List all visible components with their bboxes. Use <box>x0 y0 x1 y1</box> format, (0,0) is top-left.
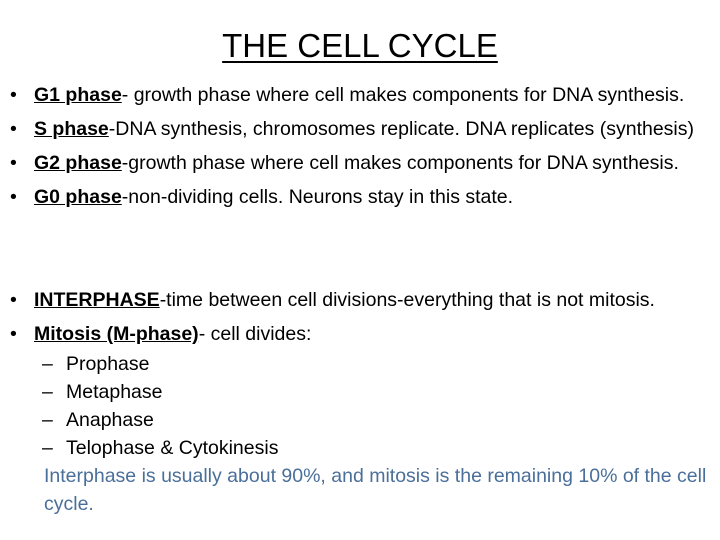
term-s-phase: S phase <box>34 118 109 140</box>
dash-icon: – <box>42 437 53 459</box>
bullet-icon: • <box>10 186 17 208</box>
stage-label: Metaphase <box>66 381 163 403</box>
list-item-g2-phase <box>10 154 712 173</box>
bullet-icon: • <box>10 289 17 311</box>
definition-interphase: -time between cell divisions-everything that is not mitosis. <box>159 289 655 311</box>
definition-g2-phase: -growth phase where cell makes components for DNA synthesis. <box>121 152 679 174</box>
list-item-s-phase <box>10 120 712 139</box>
mitosis-stage-list <box>34 350 712 462</box>
list-item-g0-phase <box>10 188 712 207</box>
term-g1-phase: G1 phase <box>34 84 122 106</box>
bullet-icon: • <box>10 118 17 140</box>
definition-mitosis: - cell divides: <box>198 323 312 345</box>
stage-label: Telophase & Cytokinesis <box>66 437 279 459</box>
definition-g0-phase: -non-dividing cells. Neurons stay in this state. <box>121 186 514 208</box>
bullet-icon: • <box>10 84 17 106</box>
definition-g1-phase: - growth phase where cell makes components for DNA synthesis. <box>121 84 685 106</box>
term-g0-phase: G0 phase <box>34 186 122 208</box>
stage-item-telophase <box>34 434 712 462</box>
term-interphase: INTERPHASE <box>34 289 160 311</box>
stage-item-metaphase <box>34 378 712 406</box>
term-mitosis: Mitosis (M-phase) <box>34 323 199 345</box>
stage-label: Anaphase <box>66 409 154 431</box>
dash-icon: – <box>42 353 53 375</box>
dash-icon: – <box>42 381 53 403</box>
cycle-list <box>10 291 712 518</box>
slide-title: THE CELL CYCLE <box>222 27 498 64</box>
stage-item-anaphase <box>34 406 712 434</box>
list-item-mitosis <box>10 325 712 518</box>
stage-item-prophase <box>34 350 712 378</box>
bullet-icon: • <box>10 323 17 345</box>
dash-icon: – <box>42 409 53 431</box>
definition-s-phase: -DNA synthesis, chromosomes replicate. DNA replicates (synthesis) <box>108 118 694 140</box>
list-item-interphase <box>10 291 712 310</box>
term-g2-phase: G2 phase <box>34 152 122 174</box>
list-item-g1-phase <box>10 86 712 105</box>
stage-label: Prophase <box>66 353 150 375</box>
bullet-icon: • <box>10 152 17 174</box>
phase-list <box>10 86 712 207</box>
percentage-note: Interphase is usually about 90%, and mitosis is the remaining 10% of the cell cycle. <box>44 465 707 515</box>
